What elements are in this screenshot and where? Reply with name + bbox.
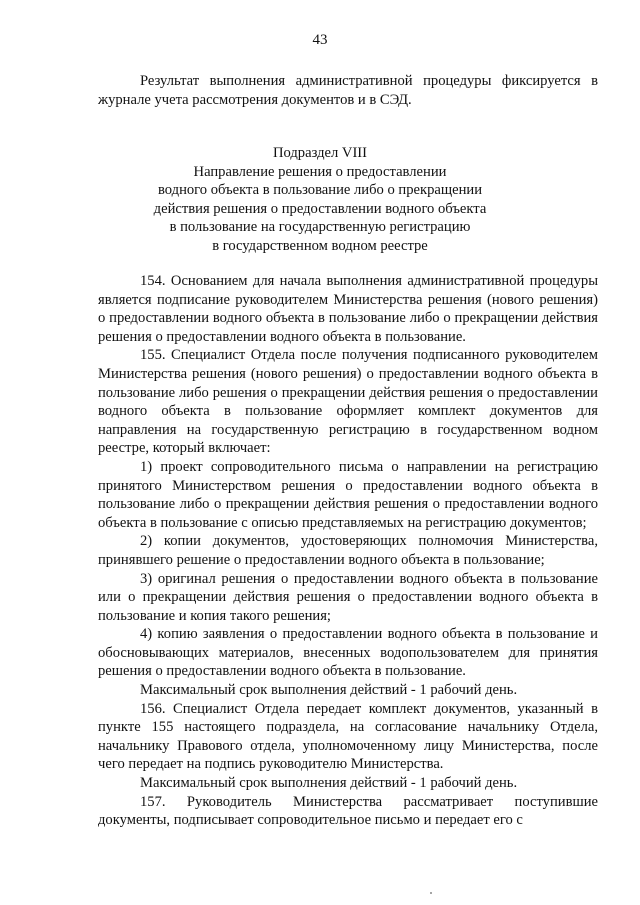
subsection-heading: [0, 144, 640, 256]
paragraph-157: 157. Руководитель Министерства рассматривает поступившие документы, подписывает сопроводительное письмо и передает его с: [98, 793, 598, 829]
subsection-line: в государственном водном реестре: [212, 237, 428, 254]
deadline-note: Максимальный срок выполнения действий - 1 рабочий день.: [140, 682, 518, 699]
paragraph-156: 156. Специалист Отдела передает комплект документов, указанный в пункте 155 настоящего подраздела, на согласование начальнику Отдела, начальнику Правового отдела, уполномоченному лицу Министерства, после чего передает на подпись руководителю Министерства.: [98, 700, 598, 773]
list-item-2: 2) копии документов, удостоверяющих полномочия Министерства, принявшего решение о предоставлении водного объекта в пользование;: [98, 533, 598, 568]
subsection-line: действия решения о предоставлении водного объекта: [153, 200, 487, 217]
subsection-line: в пользование на государственную регистрацию: [169, 219, 471, 236]
list-item-1: 1) проект сопроводительного письма о направлении на регистрацию принятого Министерством решения о предоставлении водного объекта в пользование либо о прекращении действия решения о предоставлении водного объекта в пользование с описью представляемых на регистрацию документов;: [98, 458, 598, 531]
list-item-3: 3) оригинал решения о предоставлении водного объекта в пользование или о прекращении действия решения о предоставлении водного объекта в пользование и копия такого решения;: [98, 570, 598, 624]
deadline-note: Максимальный срок выполнения действий - 1 рабочий день.: [140, 775, 518, 792]
list-item-4: 4) копию заявления о предоставлении водного объекта в пользование и обосновывающих материалов, внесенных водопользователем для принятия решения о предоставлении водного объекта в пользование.: [98, 626, 598, 680]
page-number: 43: [312, 32, 328, 48]
paragraph-154: 154. Основанием для начала выполнения административной процедуры является подписание руководителем Министерства решения (нового решения) о предоставлении водного объекта в пользование либо о прекращении действия решения о предоставлении водного объекта в пользование.: [98, 273, 598, 345]
intro-paragraph: Результат выполнения административной процедуры фиксируется в журнале учета рассмотрения документов и в СЭД.: [98, 73, 598, 108]
main-text: [98, 272, 598, 830]
subsection-line: водного объекта в пользование либо о прекращении: [157, 182, 483, 199]
subsection-title: Подраздел VIII: [272, 145, 368, 161]
scan-speck: [430, 892, 432, 894]
subsection-line: Направление решения о предоставлении: [193, 163, 447, 180]
paragraph-155: 155. Специалист Отдела после получения подписанного руководителем Министерства решения (нового решения) о предоставлении водного объекта в пользование либо решения о прекращении действия решения о предоставлении водного объекта в пользование оформляет комплект документов для направления на государственную регистрацию в государственном водном реестре, который включает:: [98, 347, 598, 457]
